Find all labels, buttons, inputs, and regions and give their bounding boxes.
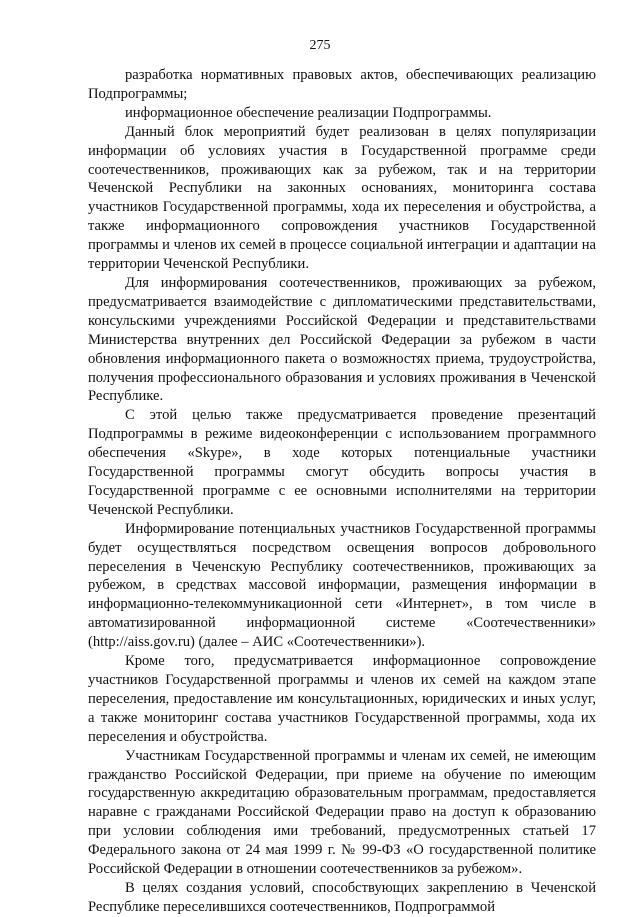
paragraph: Информирование потенциальных участников Государственной программы будет осуществляться посредством освещения вопросов добровольного переселения в Чеченскую Республику соотечественников, проживающих за рубежом, в средствах массовой информации, размещения информации в информационно-телекоммуникационной сети «Интернет», в том числе в автоматизированной информационной системе «Соотечественники» (http://aiss.gov.ru) (далее – АИС «Соотечественники»).	[88, 520, 596, 651]
paragraph: разработка нормативных правовых актов, обеспечивающих реализацию Подпрограммы;	[88, 67, 596, 102]
paragraph: Кроме того, предусматривается информационное сопровождение участников Государственной программы и членов их семей на каждом этапе переселения, предоставление им консультационных, юридических и иных услуг, а также мониторинг состава участников Государственной программы, хода их переселения и обустройства.	[88, 653, 596, 745]
paragraph: С этой целью также предусматривается проведение презентаций Подпрограммы в режиме видеоконференции с использованием программного обеспечения «Skype», в ходе которых потенциальные участники Государственной программы смогут обсудить вопросы участия в Государственной программе с ее основными исполнителями на территории Чеченской Республики.	[88, 407, 596, 518]
page-number: 275	[309, 38, 331, 53]
paragraph: В целях создания условий, способствующих закреплению в Чеченской Республике переселившихся соотечественников, Подпрограммой	[88, 879, 596, 915]
paragraph: информационное обеспечение реализации Подпрограммы.	[125, 104, 492, 121]
document-body	[88, 66, 596, 917]
paragraph: Участникам Государственной программы и членам их семей, не имеющим гражданство Российской Федерации, при приеме на обучение по имеющим государственную аккредитацию образовательным программам, предоставляется наравне с гражданами Российской Федерации право на доступ к образованию при условии соблюдения ими требований, предусмотренных статьей 17 Федерального закона от 24 мая 1999 г. № 99-ФЗ «О государственной политике Российской Федерации в отношении соотечественников за рубежом».	[88, 747, 596, 878]
paragraph: Для информирования соотечественников, проживающих за рубежом, предусматривается взаимодействие с дипломатическими представительствами, консульскими учреждениями Российской Федерации и представительствами Министерства внутренних дел Российской Федерации за рубежом в части обновления информационного пакета о возможностях приема, трудоустройства, получения профессионального образования и условиях проживания в Чеченской Республике.	[88, 274, 596, 405]
paragraph: Данный блок мероприятий будет реализован в целях популяризации информации об условиях участия в Государственной программе среди соотечественников, проживающих как за рубежом, так и на территории Чеченской Республики на законных основаниях, мониторинга состава участников Государственной программы, хода их переселения и обустройства, а также информационного сопровождения участников Государственной программы и членов их семей в процессе социальной интеграции и адаптации на территории Чеченской Республики.	[88, 123, 596, 273]
